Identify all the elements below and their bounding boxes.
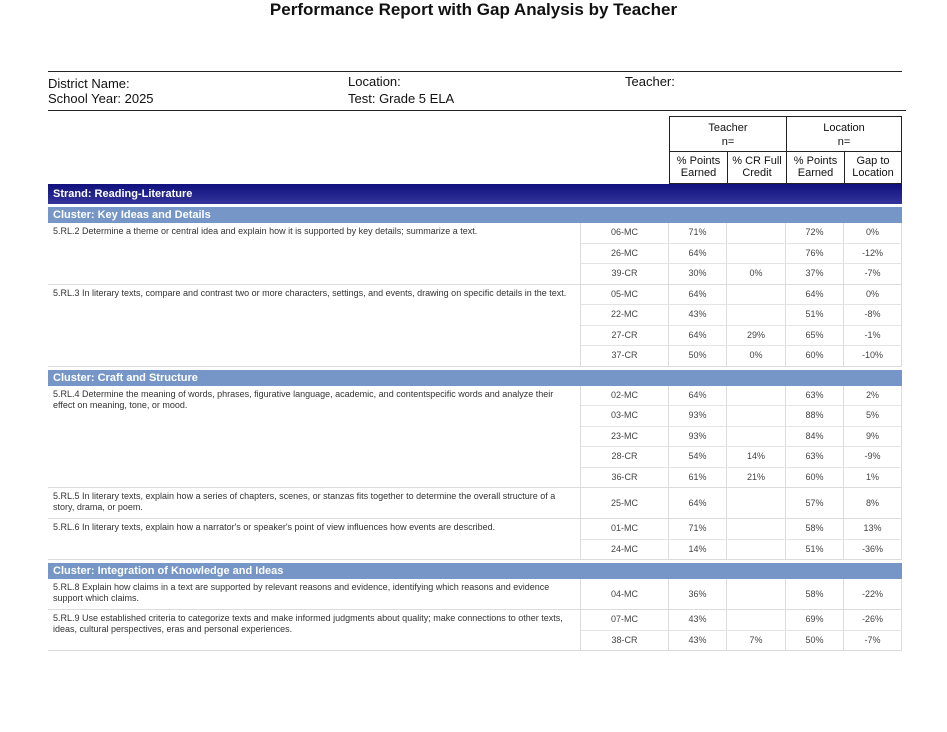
standard-block bbox=[48, 223, 902, 285]
teacher-pct-points-cell: 43% bbox=[669, 610, 727, 630]
cluster-header: Cluster: Key Ideas and Details bbox=[48, 207, 902, 223]
teacher-cr-full-credit-cell: 7% bbox=[727, 631, 786, 651]
location-group-header bbox=[787, 117, 901, 149]
teacher-cr-full-credit-cell bbox=[727, 406, 786, 426]
teacher-cr-full-credit-cell: 29% bbox=[727, 326, 786, 346]
standard-block bbox=[48, 519, 902, 560]
teacher-pct-points-cell: 14% bbox=[669, 540, 727, 560]
location-pct-points-cell: 88% bbox=[786, 406, 844, 426]
pct-points-earned-header: % Points Earned bbox=[676, 155, 721, 179]
teacher-pct-points-cell: 61% bbox=[669, 468, 727, 488]
teacher-pct-points-cell: 30% bbox=[669, 264, 727, 284]
teacher-pct-points-cell: 64% bbox=[669, 326, 727, 346]
item-id-cell: 23-MC bbox=[581, 427, 669, 447]
teacher-cr-full-credit-cell bbox=[727, 579, 786, 609]
standard-text: 5.RL.3 In literary texts, compare and contrast two or more characters, settings, and events, drawing on specific details in the text. bbox=[48, 285, 581, 366]
teacher-cr-full-credit-cell bbox=[727, 244, 786, 264]
item-id-cell: 28-CR bbox=[581, 447, 669, 467]
item-id-cell: 36-CR bbox=[581, 468, 669, 488]
gap-to-location-cell: 0% bbox=[844, 285, 902, 305]
teacher-cr-full-credit-cell bbox=[727, 610, 786, 630]
header-rule bbox=[48, 110, 906, 111]
teacher-pct-points-cell: 71% bbox=[669, 223, 727, 243]
standard-text: 5.RL.4 Determine the meaning of words, phrases, figurative language, academic, and contentspecific words and analyze their effect on meaning, tone, or mood. bbox=[48, 386, 581, 488]
gap-to-location-cell: 1% bbox=[844, 468, 902, 488]
teacher-pct-points-cell: 54% bbox=[669, 447, 727, 467]
item-id-cell: 24-MC bbox=[581, 540, 669, 560]
location-pct-points-cell: 58% bbox=[786, 519, 844, 539]
item-id-cell: 01-MC bbox=[581, 519, 669, 539]
teacher-pct-points-cell: 64% bbox=[669, 244, 727, 264]
gap-to-location-cell: -9% bbox=[844, 447, 902, 467]
table-row bbox=[581, 304, 902, 325]
location-pct-points-cell: 72% bbox=[786, 223, 844, 243]
item-id-cell: 06-MC bbox=[581, 223, 669, 243]
location-pct-points-cell: 60% bbox=[786, 346, 844, 366]
item-id-cell: 07-MC bbox=[581, 610, 669, 630]
location-pct-points-cell: 51% bbox=[786, 305, 844, 325]
teacher-pct-points-cell: 36% bbox=[669, 579, 727, 609]
table-row bbox=[581, 446, 902, 467]
performance-table bbox=[48, 184, 902, 651]
standard-text: 5.RL.5 In literary texts, explain how a series of chapters, scenes, or stanzas fits together to determine the overall structure of a story, drama, or poem. bbox=[48, 488, 581, 518]
district-label: District Name: bbox=[48, 76, 130, 91]
item-id-cell: 25-MC bbox=[581, 488, 669, 518]
item-id-cell: 02-MC bbox=[581, 386, 669, 406]
location-group-label: Location bbox=[823, 122, 865, 134]
teacher-cr-full-credit-cell: 14% bbox=[727, 447, 786, 467]
standard-block bbox=[48, 579, 902, 610]
location-n-label: n= bbox=[837, 136, 851, 148]
gap-to-location-cell: 2% bbox=[844, 386, 902, 406]
item-id-cell: 05-MC bbox=[581, 285, 669, 305]
gap-to-location-cell: -7% bbox=[844, 631, 902, 651]
gap-to-location-cell: -7% bbox=[844, 264, 902, 284]
strand-header: Strand: Reading-Literature bbox=[48, 184, 902, 204]
location-pct-points-cell: 51% bbox=[786, 540, 844, 560]
teacher-n-label: n= bbox=[721, 136, 735, 148]
table-row bbox=[581, 579, 902, 609]
table-row bbox=[581, 386, 902, 406]
gap-to-location-cell: 9% bbox=[844, 427, 902, 447]
teacher-pct-points-cell: 43% bbox=[669, 631, 727, 651]
standard-text: 5.RL.6 In literary texts, explain how a narrator's or speaker's point of view influences how events are described. bbox=[48, 519, 581, 559]
column-header bbox=[669, 116, 902, 184]
location-pct-points-cell: 65% bbox=[786, 326, 844, 346]
location-pct-points-cell: 69% bbox=[786, 610, 844, 630]
table-row bbox=[581, 263, 902, 284]
standard-block bbox=[48, 488, 902, 519]
gap-to-location-cell: -8% bbox=[844, 305, 902, 325]
teacher-cr-full-credit-cell bbox=[727, 427, 786, 447]
report-title: Performance Report with Gap Analysis by Teacher bbox=[269, 0, 678, 19]
table-row bbox=[581, 325, 902, 346]
teacher-pct-points-cell: 93% bbox=[669, 427, 727, 447]
location-pct-points-cell: 57% bbox=[786, 488, 844, 518]
standard-text: 5.RL.2 Determine a theme or central idea and explain how it is supported by key details; summarize a text. bbox=[48, 223, 581, 284]
location-pct-points-cell: 84% bbox=[786, 427, 844, 447]
cluster-list bbox=[48, 207, 902, 651]
gap-to-location-cell: -10% bbox=[844, 346, 902, 366]
teacher-pct-points-cell: 43% bbox=[669, 305, 727, 325]
location-pct-points-cell: 37% bbox=[786, 264, 844, 284]
teacher-pct-points-cell: 71% bbox=[669, 519, 727, 539]
teacher-cr-full-credit-cell: 21% bbox=[727, 468, 786, 488]
table-row bbox=[581, 345, 902, 366]
table-row bbox=[581, 519, 902, 539]
teacher-label: Teacher: bbox=[625, 74, 675, 89]
test-label: Test: Grade 5 ELA bbox=[348, 91, 455, 106]
location-pct-points-cell: 64% bbox=[786, 285, 844, 305]
standard-block bbox=[48, 285, 902, 367]
teacher-cr-full-credit-cell: 0% bbox=[727, 264, 786, 284]
location-pct-points-earned-header: % Points Earned bbox=[793, 155, 838, 179]
teacher-cr-full-credit-cell bbox=[727, 285, 786, 305]
item-id-cell: 22-MC bbox=[581, 305, 669, 325]
teacher-group-header bbox=[670, 117, 786, 149]
table-row bbox=[581, 539, 902, 560]
gap-to-location-cell: -12% bbox=[844, 244, 902, 264]
gap-to-location-cell: 5% bbox=[844, 406, 902, 426]
item-id-cell: 03-MC bbox=[581, 406, 669, 426]
teacher-cr-full-credit-cell bbox=[727, 519, 786, 539]
teacher-cr-full-credit-cell bbox=[727, 540, 786, 560]
cluster-header: Cluster: Integration of Knowledge and Ideas bbox=[48, 563, 902, 579]
item-id-cell: 04-MC bbox=[581, 579, 669, 609]
teacher-cr-full-credit-cell bbox=[727, 386, 786, 406]
standard-block bbox=[48, 610, 902, 651]
teacher-pct-points-cell: 64% bbox=[669, 285, 727, 305]
location-label: Location: bbox=[348, 74, 401, 89]
gap-to-location-header: Gap to Location bbox=[852, 155, 894, 179]
table-row bbox=[581, 285, 902, 305]
teacher-group-label: Teacher bbox=[708, 122, 748, 134]
location-pct-points-cell: 76% bbox=[786, 244, 844, 264]
teacher-cr-full-credit-cell bbox=[727, 223, 786, 243]
gap-to-location-cell: 13% bbox=[844, 519, 902, 539]
table-row bbox=[581, 467, 902, 488]
school-year-label: School Year: 2025 bbox=[48, 91, 154, 106]
item-id-cell: 39-CR bbox=[581, 264, 669, 284]
title-rule bbox=[48, 71, 902, 72]
gap-to-location-cell: -1% bbox=[844, 326, 902, 346]
teacher-pct-points-cell: 64% bbox=[669, 488, 727, 518]
item-id-cell: 37-CR bbox=[581, 346, 669, 366]
pct-cr-full-credit-header: % CR Full Credit bbox=[732, 155, 782, 179]
item-id-cell: 26-MC bbox=[581, 244, 669, 264]
gap-to-location-cell: 0% bbox=[844, 223, 902, 243]
teacher-pct-points-cell: 50% bbox=[669, 346, 727, 366]
table-row bbox=[581, 243, 902, 264]
standard-text: 5.RL.8 Explain how claims in a text are supported by relevant reasons and evidence, identifying which reasons and evidence support which claims. bbox=[48, 579, 581, 609]
standard-text: 5.RL.9 Use established criteria to categorize texts and make informed judgments about quality; make connections to other texts, ideas, cultural perspectives, eras and personal experiences. bbox=[48, 610, 581, 650]
table-row bbox=[581, 630, 902, 651]
item-id-cell: 27-CR bbox=[581, 326, 669, 346]
gap-to-location-cell: -26% bbox=[844, 610, 902, 630]
gap-to-location-cell: -22% bbox=[844, 579, 902, 609]
teacher-pct-points-cell: 64% bbox=[669, 386, 727, 406]
table-row bbox=[581, 223, 902, 243]
location-pct-points-cell: 63% bbox=[786, 386, 844, 406]
teacher-cr-full-credit-cell bbox=[727, 305, 786, 325]
location-pct-points-cell: 50% bbox=[786, 631, 844, 651]
teacher-cr-full-credit-cell bbox=[727, 488, 786, 518]
standard-block bbox=[48, 386, 902, 489]
location-pct-points-cell: 63% bbox=[786, 447, 844, 467]
table-row bbox=[581, 426, 902, 447]
table-row bbox=[581, 610, 902, 630]
cluster-header: Cluster: Craft and Structure bbox=[48, 370, 902, 386]
teacher-cr-full-credit-cell: 0% bbox=[727, 346, 786, 366]
item-id-cell: 38-CR bbox=[581, 631, 669, 651]
teacher-pct-points-cell: 93% bbox=[669, 406, 727, 426]
location-pct-points-cell: 60% bbox=[786, 468, 844, 488]
location-pct-points-cell: 58% bbox=[786, 579, 844, 609]
gap-to-location-cell: -36% bbox=[844, 540, 902, 560]
table-row bbox=[581, 405, 902, 426]
table-row bbox=[581, 488, 902, 518]
gap-to-location-cell: 8% bbox=[844, 488, 902, 518]
